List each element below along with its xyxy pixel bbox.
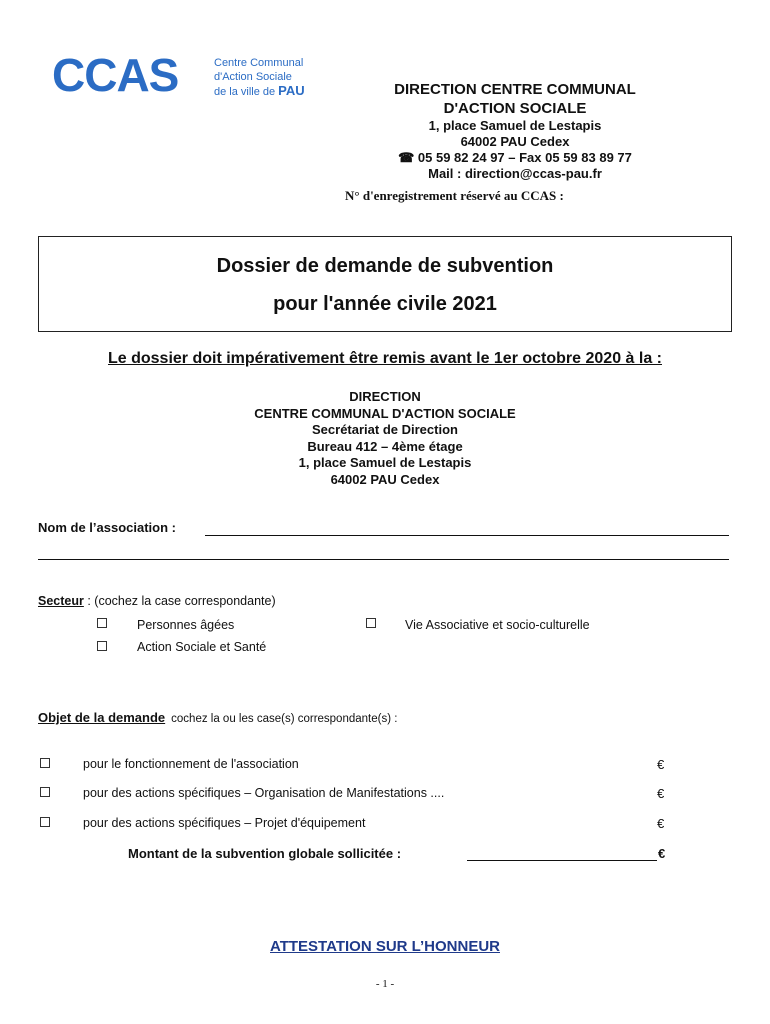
montant-label: Montant de la subvention globale sollicitée : — [128, 846, 402, 861]
checkbox-equipement[interactable] — [40, 817, 50, 827]
objet-heading — [38, 710, 397, 725]
recipient-line-5: 1, place Samuel de Lestapis — [298, 455, 472, 470]
euro-fonctionnement: € — [657, 757, 665, 772]
option-personnes-agees: Personnes âgées — [137, 618, 235, 632]
logo-subtitle — [214, 56, 305, 99]
recipient-line-4: Bureau 412 – 4ème étage — [307, 438, 463, 454]
checkbox-vie-associative[interactable] — [366, 618, 376, 628]
logo-line-1: Centre Communal — [214, 57, 304, 69]
checkbox-fonctionnement[interactable] — [40, 758, 50, 768]
option-manifestations: pour des actions spécifiques – Organisation de Manifestations .... — [83, 786, 445, 800]
header-address-2: 64002 PAU Cedex — [460, 134, 570, 149]
checkbox-action-sociale[interactable] — [97, 641, 107, 651]
objet-hint: cochez la ou les case(s) correspondante(s) : — [171, 713, 398, 725]
checkbox-personnes-agees[interactable] — [97, 618, 107, 628]
secteur-label: Secteur — [38, 594, 84, 608]
deadline-notice: Le dossier doit impérativement être remis avant le 1er octobre 2020 à la : — [107, 350, 662, 367]
header-phone: ☎ 05 59 82 24 97 – Fax 05 59 83 89 77 — [398, 150, 632, 165]
header-title-line-1: DIRECTION CENTRE COMMUNAL — [394, 81, 636, 98]
registration-number-label: N° d'enregistrement réservé au CCAS : — [345, 188, 564, 203]
title-box — [38, 236, 732, 332]
objet-label: Objet de la demande — [38, 710, 166, 725]
association-name-field[interactable] — [205, 535, 729, 536]
recipient-line-2: CENTRE COMMUNAL D'ACTION SOCIALE — [254, 405, 516, 421]
euro-montant: € — [658, 846, 666, 861]
header-address-1: 1, place Samuel de Lestapis — [428, 118, 602, 133]
header-contact-block — [330, 80, 700, 182]
document-title: Dossier de demande de subvention — [216, 255, 554, 277]
option-action-sociale: Action Sociale et Santé — [137, 640, 267, 654]
document-subtitle: pour l'année civile 2021 — [273, 293, 497, 315]
association-name-field-line-2[interactable] — [38, 559, 729, 560]
option-equipement: pour des actions spécifiques – Projet d'équipement — [83, 816, 366, 830]
euro-manifestations: € — [657, 786, 665, 801]
option-fonctionnement: pour le fonctionnement de l'association — [83, 757, 299, 771]
logo-city: PAU — [278, 83, 305, 98]
logo-wordmark: CCAS — [52, 49, 179, 101]
attestation-heading: ATTESTATION SUR L’HONNEUR — [270, 938, 500, 955]
montant-field[interactable] — [467, 860, 657, 861]
secteur-hint: : (cochez la case correspondante) — [83, 594, 276, 608]
euro-equipement: € — [657, 816, 665, 831]
secteur-heading — [38, 594, 276, 608]
logo-line-3 — [214, 84, 305, 99]
checkbox-manifestations[interactable] — [40, 787, 50, 797]
header-title-line-2: D'ACTION SOCIALE — [443, 100, 587, 117]
recipient-line-6: 64002 PAU Cedex — [330, 471, 440, 487]
logo-line-2: d'Action Sociale — [214, 71, 292, 83]
ccas-logo — [52, 49, 342, 112]
option-vie-associative: Vie Associative et socio-culturelle — [405, 618, 590, 632]
recipient-line-3: Secrétariat de Direction — [312, 422, 458, 437]
association-name-label: Nom de l’association : — [38, 520, 176, 535]
page-number: - 1 - — [375, 978, 395, 990]
logo-line-3-text: de la ville de — [214, 86, 276, 98]
recipient-line-1: DIRECTION — [349, 389, 421, 404]
header-mail: Mail : direction@ccas-pau.fr — [428, 166, 602, 181]
recipient-address — [0, 389, 770, 488]
